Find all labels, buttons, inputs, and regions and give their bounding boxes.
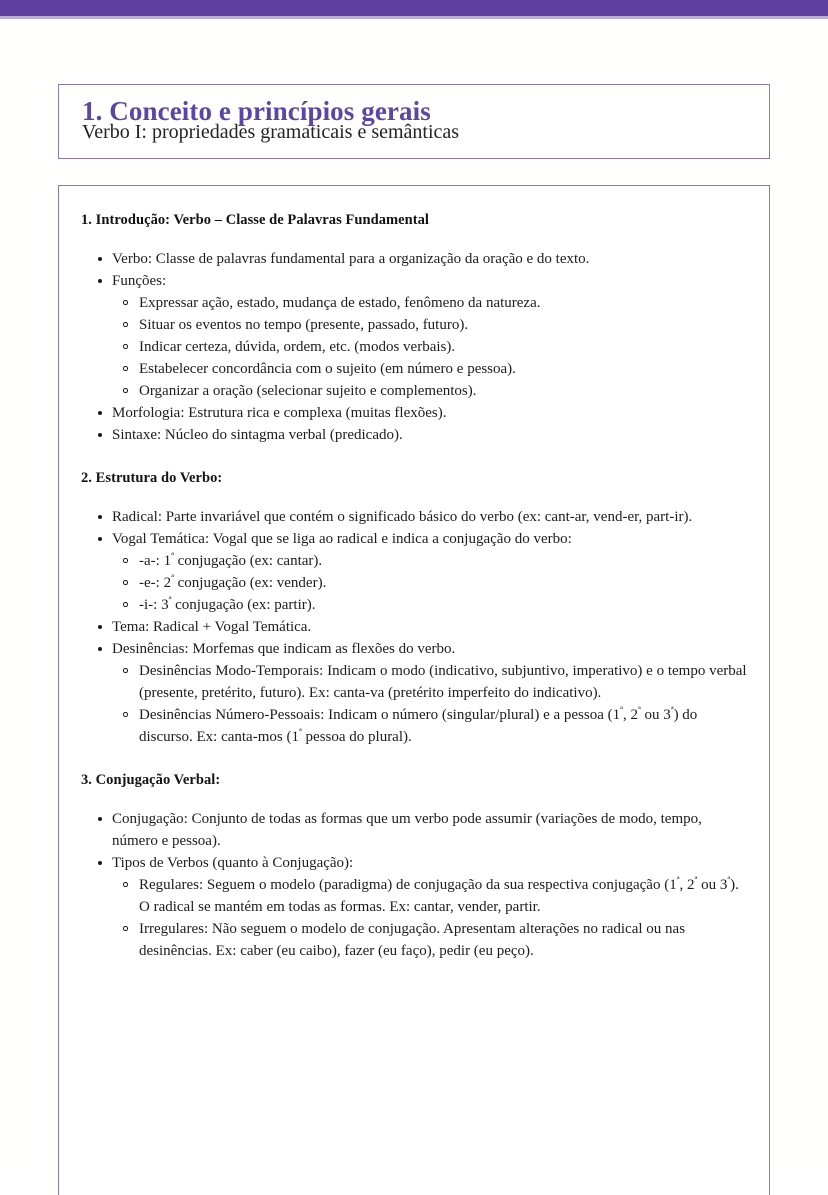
sub-bullet-text: -i-: $3^ª$ conjugação (ex: partir). bbox=[139, 595, 316, 613]
section-heading: 1. Introdução: Verbo – Classe de Palavras Fundamental bbox=[81, 212, 429, 228]
bullet-list bbox=[81, 506, 747, 748]
bullet-item bbox=[81, 270, 747, 402]
bullet-text: Radical: Parte invariável que contém o significado básico do verbo (ex: cant-ar, vend-er, part-ir). bbox=[112, 509, 693, 525]
sub-bullet-item bbox=[110, 660, 747, 704]
sub-bullet-item bbox=[110, 594, 747, 616]
bullet-text: Verbo: Classe de palavras fundamental para a organização da oração e do texto. bbox=[112, 251, 590, 267]
page-title: 1. Conceito e princípios gerais bbox=[82, 96, 431, 126]
sub-bullet-text: Indicar certeza, dúvida, ordem, etc. (modos verbais). bbox=[139, 339, 456, 355]
bullet-text: Sintaxe: Núcleo do sintagma verbal (predicado). bbox=[112, 427, 403, 443]
top-accent-bar bbox=[0, 0, 828, 16]
sub-bullet-list bbox=[110, 874, 747, 962]
sub-bullet-item bbox=[110, 292, 747, 314]
sub-bullet-text: -e-: $2^ª$ conjugação (ex: vender). bbox=[139, 573, 327, 591]
sub-bullet-list bbox=[110, 292, 747, 402]
bullet-item bbox=[81, 528, 747, 616]
sub-bullet-item bbox=[110, 874, 747, 918]
sub-bullet-item bbox=[110, 572, 747, 594]
sub-bullet-item bbox=[110, 704, 747, 748]
bullet-item bbox=[81, 616, 747, 638]
sub-bullet-text: Irregulares: Não seguem o modelo de conjugação. Apresentam alterações no radical ou nas desinências. Ex: caber (eu caibo), fazer (eu faço), pedir (eu peço). bbox=[139, 921, 686, 959]
sub-bullet-item bbox=[110, 336, 747, 358]
bullet-item bbox=[81, 424, 747, 446]
section-heading: 3. Conjugação Verbal: bbox=[81, 772, 221, 788]
bullet-text: Morfologia: Estrutura rica e complexa (muitas flexões). bbox=[112, 405, 447, 421]
bullet-item bbox=[81, 402, 747, 424]
sub-bullet-text: Estabelecer concordância com o sujeito (em número e pessoa). bbox=[139, 361, 516, 377]
sub-bullet-item bbox=[110, 380, 747, 402]
sections-container bbox=[81, 210, 747, 962]
bullet-list bbox=[81, 248, 747, 446]
bullet-item bbox=[81, 852, 747, 962]
sub-bullet-list bbox=[110, 550, 747, 616]
section-heading: 2. Estrutura do Verbo: bbox=[81, 470, 223, 486]
bullet-text: Tipos de Verbos (quanto à Conjugação): bbox=[112, 855, 354, 871]
content-box bbox=[58, 185, 770, 1195]
sub-bullet-text: Desinências Modo-Temporais: Indicam o modo (indicativo, subjuntivo, imperativo) e o tempo verbal (presente, pretérito, futuro). Ex: canta-va (pretérito imperfeito do indicativo). bbox=[139, 663, 747, 701]
bullet-text: Vogal Temática: Vogal que se liga ao radical e indica a conjugação do verbo: bbox=[112, 531, 572, 547]
page-subtitle: Verbo I: propriedades gramaticais e semânticas bbox=[82, 121, 460, 143]
sub-bullet-item bbox=[110, 358, 747, 380]
bullet-item bbox=[81, 506, 747, 528]
bullet-item bbox=[81, 808, 747, 852]
sub-bullet-item bbox=[110, 314, 747, 336]
sub-bullet-text: -a-: $1^ª$ conjugação (ex: cantar). bbox=[139, 551, 323, 569]
document-section bbox=[81, 468, 747, 748]
sub-bullet-item bbox=[110, 918, 747, 962]
bullet-text: Desinências: Morfemas que indicam as flexões do verbo. bbox=[112, 641, 456, 657]
sub-bullet-text: Expressar ação, estado, mudança de estado, fenômeno da natureza. bbox=[139, 295, 541, 311]
bullet-text: Funções: bbox=[112, 273, 167, 289]
sub-bullet-text: Situar os eventos no tempo (presente, passado, futuro). bbox=[139, 317, 469, 333]
bullet-text: Tema: Radical + Vogal Temática. bbox=[112, 619, 312, 635]
sub-bullet-text: Organizar a oração (selecionar sujeito e complementos). bbox=[139, 383, 477, 399]
bullet-item bbox=[81, 638, 747, 748]
bullet-list bbox=[81, 808, 747, 962]
bullet-text: Conjugação: Conjunto de todas as formas que um verbo pode assumir (variações de modo, tempo, número e pessoa). bbox=[112, 811, 702, 849]
document-section bbox=[81, 770, 747, 962]
sub-bullet-list bbox=[110, 660, 747, 748]
bullet-item bbox=[81, 248, 747, 270]
document-section bbox=[81, 210, 747, 446]
sub-bullet-item bbox=[110, 550, 747, 572]
title-box bbox=[58, 84, 770, 159]
sub-bullet-text: Regulares: Seguem o modelo (paradigma) de conjugação da sua respectiva conjugação ($1^ª$, $2^ª$ ou $3^ª$). O radical se mantém em todas as formas. Ex: cantar, vender, partir. bbox=[139, 875, 739, 915]
sub-bullet-text: Desinências Número-Pessoais: Indicam o número (singular/plural) e a pessoa ($1^ª$, $2^ª$ ou $3^ª$) do discurso. Ex: canta-mos ($1^ª$ pessoa do plural). bbox=[139, 705, 698, 745]
